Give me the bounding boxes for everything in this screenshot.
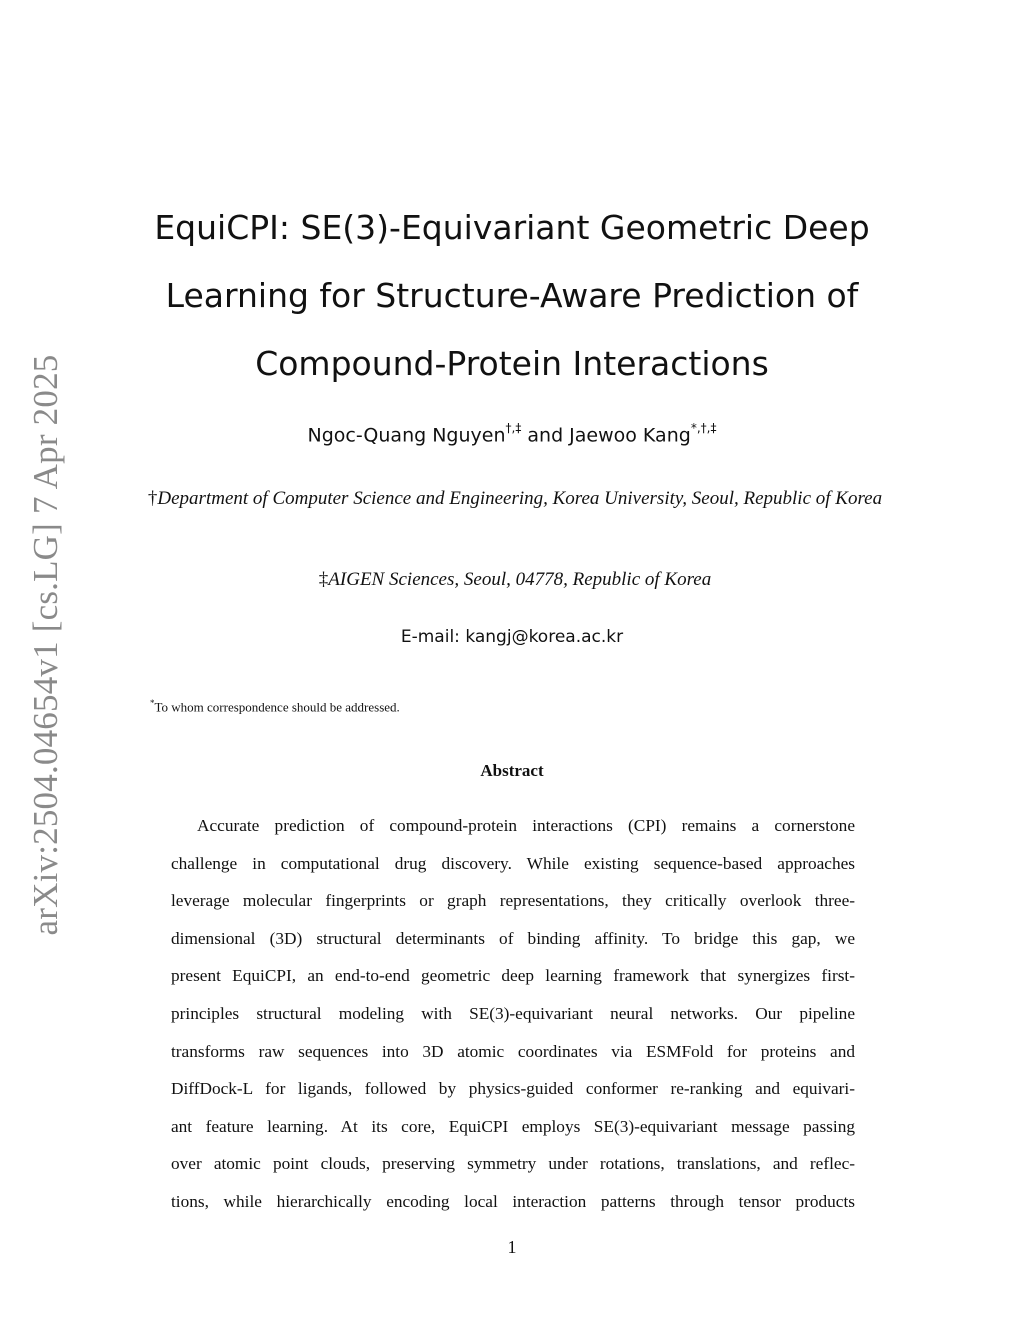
abstract-line: principles structural modeling with SE(3)-equivariant neural networks. Our pipeline (171, 1003, 855, 1023)
page-number: 1 (507, 1237, 517, 1257)
abstract-line: DiffDock-L for ligands, followed by physics-guided conformer re-ranking and equivari- (171, 1079, 855, 1099)
author-name: Ngoc-Quang Nguyen (307, 424, 506, 447)
contact-email (100, 627, 924, 647)
title-line: Compound-Protein Interactions (255, 344, 769, 383)
abstract-line: challenge in computational drug discovery. While existing sequence-based approaches (171, 853, 855, 873)
arxiv-identifier: arXiv:2504.04654v1 [cs.LG] 7 Apr 2025 (26, 354, 65, 936)
abstract-body (171, 807, 855, 1221)
email-address[interactable]: kangj@korea.ac.kr (465, 627, 624, 647)
abstract-line: ant feature learning. At its core, EquiCPI employs SE(3)-equivariant message passing (171, 1116, 855, 1136)
affiliation-mark: † (147, 488, 158, 509)
paper-title (100, 194, 924, 398)
author-connector: and (521, 424, 570, 447)
affiliation (120, 479, 910, 519)
abstract-heading: Abstract (480, 761, 544, 780)
affiliation-mark: ‡ (318, 569, 329, 590)
footnote-mark: * (150, 698, 155, 708)
correspondence-footnote (150, 698, 400, 715)
title-line: EquiCPI: SE(3)-Equivariant Geometric Deep (154, 208, 870, 247)
footnote-text: To whom correspondence should be addressed. (154, 699, 400, 715)
author-affiliation-marks: †,‡ (505, 421, 522, 435)
affiliation-text: Department of Computer Science and Engineering, Korea University, Seoul, Republic of Korea (157, 488, 883, 509)
affiliation-text: AIGEN Sciences, Seoul, 04778, Republic of Korea (328, 569, 712, 590)
affiliation (120, 560, 910, 600)
abstract-line: leverage molecular fingerprints or graph representations, they critically overlook three- (171, 891, 855, 911)
title-line: Learning for Structure-Aware Prediction of (165, 276, 859, 315)
abstract-line: over atomic point clouds, preserving symmetry under rotations, translations, and reflec- (171, 1154, 855, 1174)
author-name: Jaewoo Kang (569, 424, 691, 447)
email-label: E-mail: (400, 627, 460, 647)
abstract-line: present EquiCPI, an end-to-end geometric deep learning framework that synergizes first- (171, 966, 855, 986)
abstract-line: dimensional (3D) structural determinants of binding affinity. To bridge this gap, we (171, 928, 855, 948)
abstract-line: tions, while hierarchically encoding local interaction patterns through tensor products (171, 1191, 855, 1211)
author-affiliation-marks: *,†,‡ (690, 421, 717, 435)
abstract-line: Accurate prediction of compound-protein interactions (CPI) remains a cornerstone (197, 816, 855, 835)
author-list (100, 423, 924, 446)
abstract-line: transforms raw sequences into 3D atomic coordinates via ESMFold for proteins and (171, 1041, 855, 1061)
